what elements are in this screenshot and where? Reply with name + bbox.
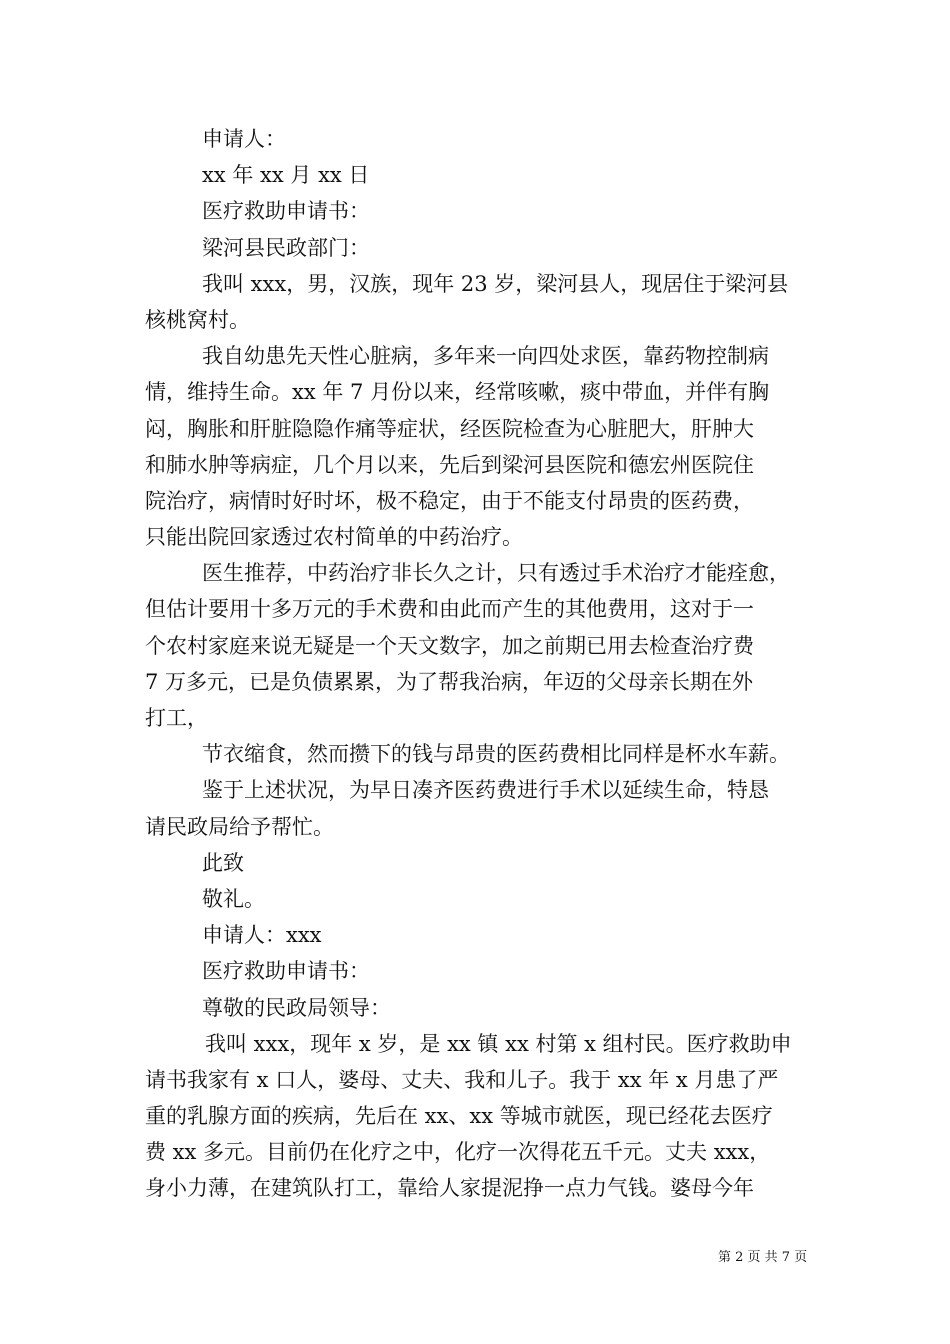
text-line: 医疗救助申请书： [202, 199, 370, 224]
text-line: 重的乳腺方面的疾病，先后在 xx、xx 等城市就医，现已经花去医疗 [145, 1104, 773, 1129]
text-line: 尊敬的民政局领导： [202, 995, 391, 1020]
text-line: 打工， [145, 706, 208, 730]
text-line: 但估计要用十多万元的手术费和由此而产生的其他费用，这对于一 [145, 597, 754, 622]
text-line: 敬礼。 [202, 886, 265, 911]
text-line: 院治疗，病情时好时坏，极不稳定，由于不能支付昂贵的医药费， [145, 488, 754, 513]
text-line: 7 万多元，已是负债累累，为了帮我治病，年迈的父母亲长期在外 [145, 669, 754, 694]
text-line: 个农村家庭来说无疑是一个天文数字，加之前期已用去检查治疗费 [145, 633, 754, 658]
text-line: 申请人：xxx [202, 923, 322, 948]
text-line: 我叫 xxx，男，汉族，现年 23 岁，梁河县人，现居住于梁河县 [202, 271, 789, 296]
text-line: 请民政局给予帮忙。 [145, 814, 334, 839]
text-line: 节衣缩食，然而攒下的钱与昂贵的医药费相比同样是杯水车薪。 [202, 742, 790, 767]
text-line: 核桃窝村。 [145, 307, 250, 332]
text-line: 此致 [202, 850, 244, 875]
text-line: 申请人： [202, 127, 286, 151]
text-line: 请书我家有 x 口人，婆母、丈夫、我和儿子。我于 xx 年 x 月患了严 [145, 1067, 779, 1092]
text-line: 和肺水肿等病症，几个月以来，先后到梁河县医院和德宏州医院住 [145, 452, 754, 477]
text-line: 费 xx 多元。目前仍在化疗之中，化疗一次得花五千元。丈夫 xxx， [145, 1140, 771, 1165]
text-line: xx 年 xx 月 xx 日 [202, 163, 370, 188]
text-line: 医生推荐，中药治疗非长久之计，只有透过手术治疗才能痊愈， [202, 561, 790, 586]
text-line: 闷，胸胀和肝脏隐隐作痛等症状，经医院检查为心脏肥大，肝肿大 [145, 416, 754, 441]
text-line: 鉴于上述状况，为早日凑齐医药费进行手术以延续生命，特恳 [202, 778, 769, 803]
text-line: 我自幼患先天性心脏病，多年来一向四处求医，靠药物控制病 [202, 344, 769, 369]
document-body [145, 121, 810, 1207]
text-line: 只能出院回家透过农村简单的中药治疗。 [145, 525, 523, 550]
text-line: 身小力薄，在建筑队打工，靠给人家提泥挣一点力气钱。婆母今年 [145, 1176, 754, 1201]
text-line: 梁河县民政部门： [202, 235, 370, 260]
text-line: 我叫 xxx，现年 x 岁，是 xx 镇 xx 村第 x 组村民。医疗救助申 [205, 1031, 792, 1056]
text-line: 医疗救助申请书： [202, 959, 370, 984]
text-line: 情，维持生命。xx 年 7 月份以来，经常咳嗽，痰中带血，并伴有胸 [145, 380, 770, 405]
page-number: 第 2 页 共 7 页 [718, 1250, 808, 1265]
